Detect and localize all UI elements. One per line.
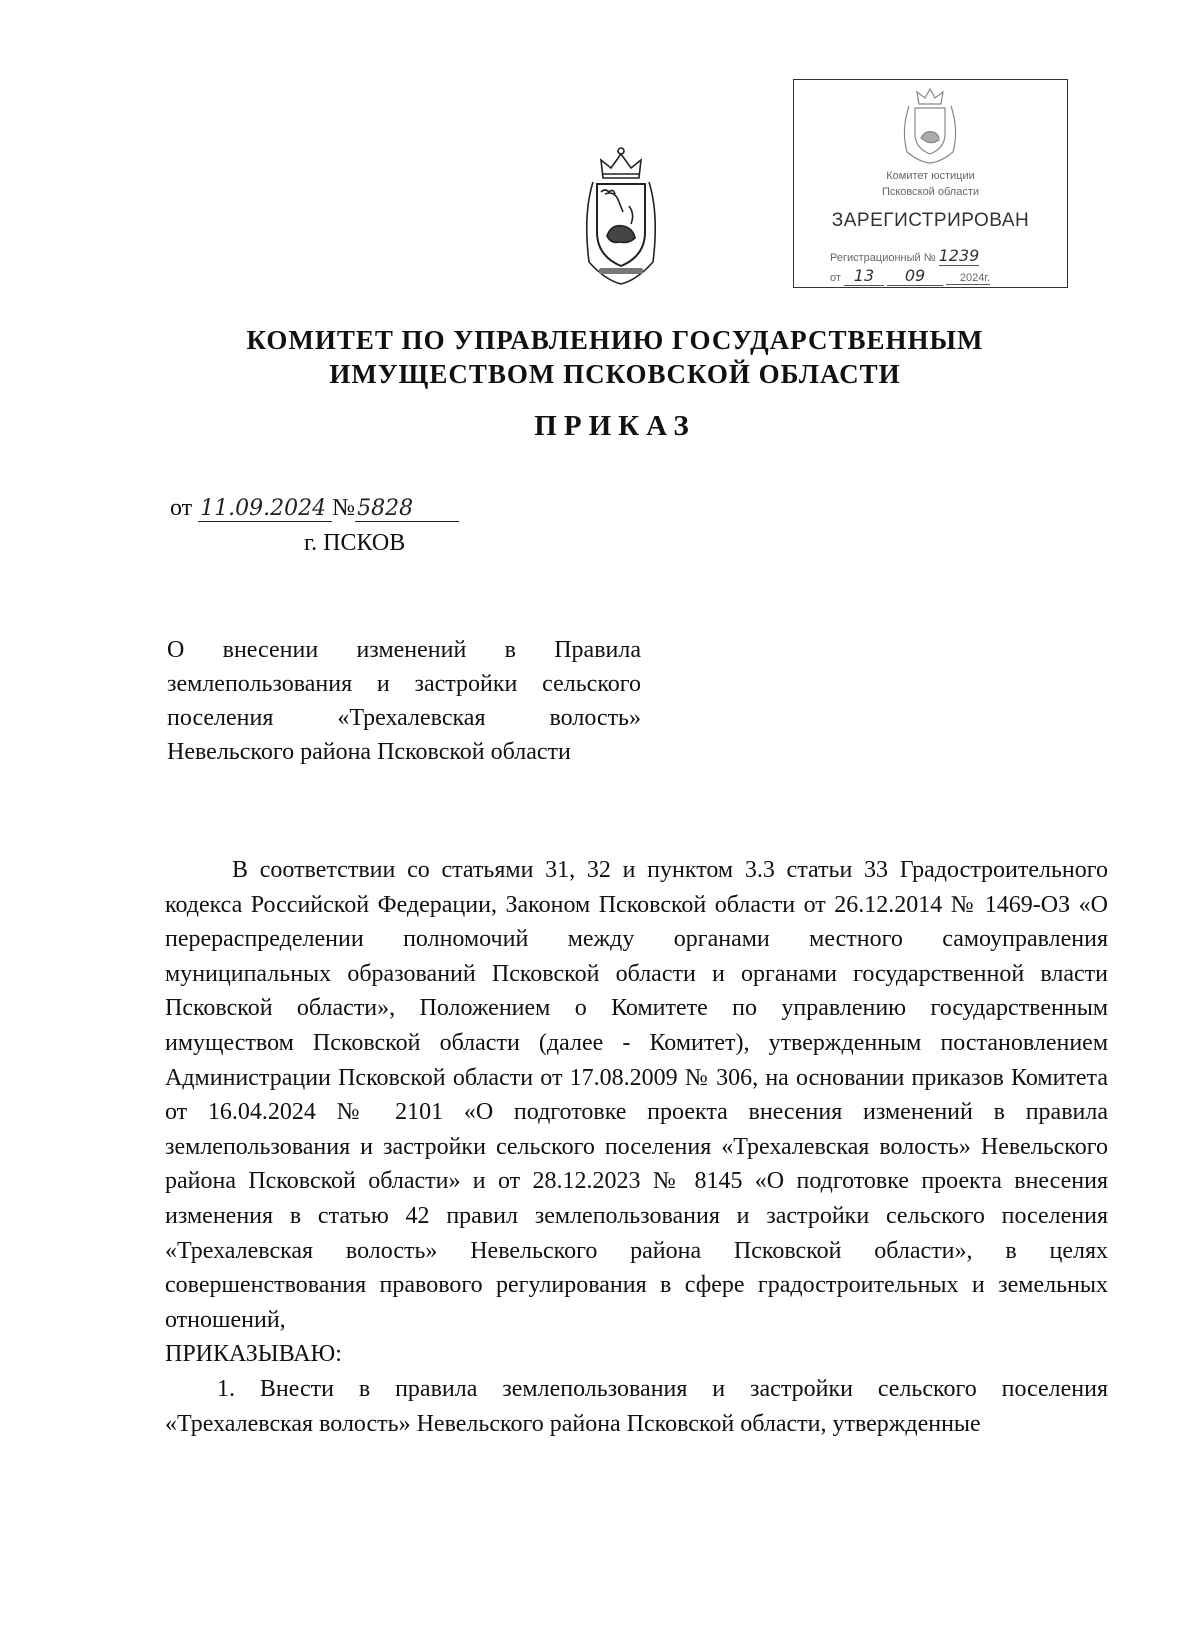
stamp-date-year: 2024г.: [946, 272, 990, 285]
body-order-word: ПРИКАЗЫВАЮ:: [165, 1341, 342, 1368]
registration-stamp: [793, 79, 1068, 288]
stamp-date-day: 13: [844, 266, 884, 286]
stamp-date-prefix: от: [830, 272, 841, 284]
stamp-org-line1: Комитет юстиции: [886, 170, 975, 182]
order-date: 11.09.2024: [198, 496, 332, 522]
stamp-coat-of-arms-icon: [899, 86, 961, 164]
order-date-line: [170, 495, 459, 522]
body-preamble: В соответствии со статьями 31, 32 и пунктом 3.3 статьи 33 Градостроительного кодекса Российской Федерации, Законом Псковской области от 26.12.2014 № 1469-ОЗ «О перераспределении полномочий между органами местного самоуправления муниципальных образований Псковской области и органами государственной власти Псковской области», Положением о Комитете по управлению государственным имуществом Псковской области (далее - Комитет), утвержденным постановлением Администрации Псковской области от 17.08.2009 № 306, на основании приказов Комитета от 16.04.2024 № 2101 «О подготовке проекта внесения изменений в правила землепользования и застройки сельского поселения «Трехалевская волость» Невельского района Псковской области» и от 28.12.2023 № 8145 «О подготовке проекта внесения изменения в статью 42 правил землепользования и застройки сельского поселения «Трехалевская волость» Невельского района Псковской области», в целях совершенствования правового регулирования в сфере градостроительных и земельных отношений,: [165, 857, 1108, 1333]
stamp-reg-line: [830, 246, 979, 266]
document-type-title: ПРИКАЗ: [534, 410, 696, 442]
org-line2: ИМУЩЕСТВОМ ПСКОВСКОЙ ОБЛАСТИ: [329, 359, 901, 389]
order-body: [165, 853, 1108, 1441]
order-number: 5828: [355, 496, 459, 522]
stamp-status: ЗАРЕГИСТРИРОВАН: [831, 210, 1030, 231]
issuing-organization: [180, 323, 1050, 391]
order-subject: О внесении изменений в Правила землепользования и застройки сельского поселения «Трехалевская волость» Невельского района Псковской области: [167, 637, 641, 765]
order-city: г. ПСКОВ: [304, 530, 406, 556]
stamp-reg-number: 1239: [938, 246, 980, 265]
stamp-date-line: [830, 266, 990, 286]
body-item-1: 1. Внести в правила землепользования и застройки сельского поселения «Трехалевская волость» Невельского района Псковской области, утвержденные: [165, 1375, 1108, 1437]
order-date-prefix: от: [170, 495, 193, 521]
stamp-reg-label: Регистрационный №: [830, 252, 936, 264]
org-line1: КОМИТЕТ ПО УПРАВЛЕНИЮ ГОСУДАРСТВЕННЫМ: [246, 325, 984, 355]
stamp-date-month: 09: [887, 266, 943, 286]
stamp-org-line2: Псковской области: [881, 186, 980, 198]
coat-of-arms-icon: [579, 144, 663, 286]
order-number-label: №: [332, 495, 356, 521]
